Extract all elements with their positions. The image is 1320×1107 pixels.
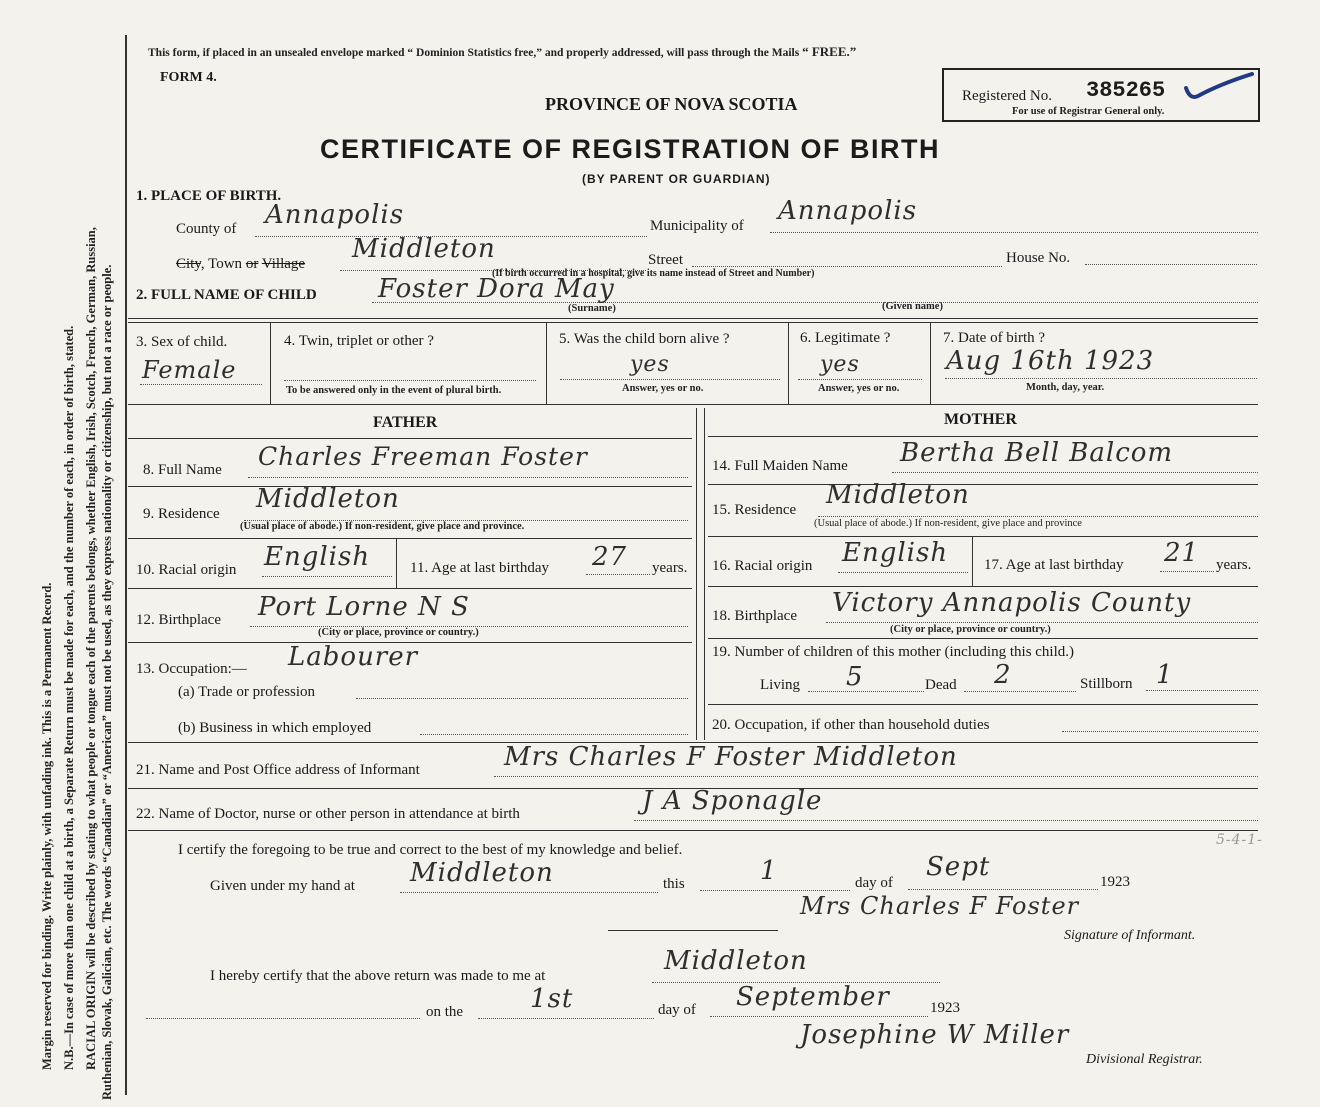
municipality-value: Annapolis [778, 196, 918, 226]
mother-bp-value: Victory Annapolis County [832, 588, 1192, 618]
stillborn-label: Stillborn [1080, 676, 1133, 692]
alive-value: yes [630, 352, 670, 377]
mother-rule-3 [708, 586, 1258, 587]
cert2-month-line [710, 1016, 928, 1017]
mother-res-value: Middleton [826, 480, 970, 510]
mother-res-note: (Usual place of abode.) If non-resident, give place and province [814, 518, 1082, 529]
mother-occ-line [1062, 731, 1258, 732]
house-line [1085, 264, 1257, 265]
mother-rule-2 [708, 536, 1258, 537]
father-bp-label: 12. Birthplace [136, 612, 221, 628]
dob-label: 7. Date of birth ? [943, 330, 1046, 346]
sex-line [140, 384, 262, 385]
mother-res-label: 15. Residence [712, 502, 797, 518]
informant-signature-label: Signature of Informant. [1064, 928, 1196, 943]
legit-label: 6. Legitimate ? [800, 330, 891, 346]
stillborn-value: 1 [1156, 660, 1174, 690]
rule-row3-top-b [128, 322, 1258, 323]
father-age-line [586, 574, 650, 575]
form-number: FORM 4. [160, 70, 217, 85]
alive-line [560, 379, 780, 380]
mother-res-line [818, 516, 1258, 517]
margin-note-2: N.B.—In case of more than one child at a birth, a Separate Return must be made for each, and the number of each, in order of birth, stated. [62, 325, 76, 1070]
cert1-month-value: Sept [926, 852, 991, 882]
registered-note: For use of Registrar General only. [1012, 106, 1165, 117]
alive-label: 5. Was the child born alive ? [559, 331, 730, 347]
cert2-text: I hereby certify that the above return was made to me at [210, 968, 546, 984]
father-business-label: (b) Business in which employed [178, 720, 372, 736]
town-value: Middleton [352, 234, 496, 264]
registrar-signature: Josephine W Miller [800, 1020, 1070, 1050]
mother-heading-rule [708, 436, 1258, 437]
informant-label: 21. Name and Post Office address of Informant [136, 762, 420, 778]
dead-line [964, 691, 1076, 692]
cert2-dayof-label: day of [658, 1002, 696, 1018]
child-name-value: Foster Dora May [378, 274, 615, 304]
twin-label: 4. Twin, triplet or other ? [284, 333, 434, 349]
mother-race-line [838, 572, 968, 573]
father-rule-1 [128, 486, 692, 487]
divider-6-7 [930, 322, 931, 404]
legit-line [798, 379, 922, 380]
father-business-line [420, 734, 688, 735]
page-title: CERTIFICATE OF REGISTRATION OF BIRTH [320, 134, 940, 164]
cert2-place-value: Middleton [664, 946, 808, 976]
father-res-label: 9. Residence [143, 506, 220, 522]
mother-name-label: 14. Full Maiden Name [712, 458, 848, 474]
given-name-note: (Given name) [882, 301, 943, 312]
informant-value: Mrs Charles F Foster Middleton [504, 742, 958, 772]
cert1-dayof-label: day of [855, 875, 893, 891]
postal-notice-free: “ FREE.” [802, 44, 857, 59]
city-word: City [176, 256, 201, 272]
mother-rule-4 [708, 638, 1258, 639]
mother-race-value: English [842, 538, 949, 568]
page-subtitle: (BY PARENT OR GUARDIAN) [582, 172, 771, 186]
child-name-label: 2. FULL NAME OF CHILD [136, 287, 317, 303]
stillborn-line [1146, 690, 1258, 691]
father-age-label: 11. Age at last birthday [410, 560, 549, 576]
registrar-signature-label: Divisional Registrar. [1086, 1052, 1203, 1067]
province-heading: PROVINCE OF NOVA SCOTIA [545, 94, 798, 114]
mother-name-value: Bertha Bell Balcom [900, 438, 1174, 468]
father-race-line [262, 576, 392, 577]
father-race-label: 10. Racial origin [136, 562, 237, 578]
mother-bp-label: 18. Birthplace [712, 608, 797, 624]
father-occ-label: 13. Occupation:— [136, 661, 247, 677]
or-word: or [245, 256, 259, 272]
surname-note: (Surname) [568, 303, 616, 314]
town-word: , Town [200, 256, 243, 272]
cert2-day-line [478, 1018, 654, 1019]
father-res-value: Middleton [256, 484, 400, 514]
county-label: County of [176, 221, 237, 237]
margin-note-3: RACIAL ORIGIN will be described by stating to what people or tongue each of the parents belongs, whether English, Irish, Scotch, French, German, Russian, [84, 227, 98, 1070]
father-rule-2 [128, 538, 692, 539]
place-heading: 1. PLACE OF BIRTH. [136, 188, 282, 204]
cert1-signature-rule [608, 930, 778, 931]
father-bp-value: Port Lorne N S [258, 592, 470, 622]
father-name-label: 8. Full Name [143, 462, 222, 478]
cert1-this-label: this [663, 876, 685, 892]
father-name-line [248, 477, 688, 478]
mother-race-age-divider [972, 536, 973, 586]
mother-rule-1 [708, 484, 1258, 485]
dead-value: 2 [994, 660, 1012, 690]
father-res-note: (Usual place of abode.) If non-resident, give place and province. [240, 521, 525, 532]
mother-occ-label: 20. Occupation, if other than household duties [712, 717, 990, 733]
mother-bp-note: (City or place, province or country.) [890, 624, 1051, 635]
rule-row3-bottom [128, 404, 1258, 405]
doctor-label: 22. Name of Doctor, nurse or other person in attendance at birth [136, 806, 520, 822]
dob-note: Month, day, year. [1026, 382, 1105, 393]
mother-bp-line [826, 622, 1258, 623]
sex-label: 3. Sex of child. [136, 334, 228, 350]
father-name-value: Charles Freeman Foster [258, 442, 588, 471]
cert2-onthe-label: on the [426, 1004, 464, 1020]
house-label: House No. [1006, 250, 1071, 266]
cert1-place-line [400, 892, 658, 893]
municipality-line [770, 232, 1258, 233]
legit-value: yes [820, 352, 860, 377]
mother-children-label: 19. Number of children of this mother (including this child.) [712, 644, 1075, 660]
legit-note: Answer, yes or no. [818, 383, 900, 394]
mother-age-line [1160, 571, 1214, 572]
father-race-value: English [264, 542, 371, 572]
father-race-age-divider [396, 538, 397, 588]
father-years-label: years. [652, 560, 688, 576]
cert1-text: I certify the foregoing to be true and correct to the best of my knowledge and belief. [178, 842, 683, 858]
twin-line [284, 380, 536, 381]
cert1-month-line [908, 889, 1098, 890]
cert2-leader-line [146, 1018, 420, 1019]
stray-pencil-mark: 5-4-1- [1216, 832, 1263, 848]
father-rule-3 [128, 588, 692, 589]
binding-margin-line [125, 35, 127, 1095]
mother-age-label: 17. Age at last birthday [984, 557, 1124, 573]
doctor-line [634, 820, 1258, 821]
father-bp-note: (City or place, province or country.) [318, 627, 479, 638]
postal-notice [148, 44, 856, 60]
dob-line [945, 378, 1257, 379]
mother-name-line [892, 472, 1258, 473]
sex-value: Female [142, 356, 237, 384]
rule-cert-top [128, 830, 1258, 831]
dob-value: Aug 16th 1923 [946, 346, 1155, 376]
mother-years-label: years. [1216, 557, 1252, 573]
street-line [692, 266, 1002, 267]
divider-5-6 [788, 322, 789, 404]
checkmark-icon [1180, 72, 1256, 104]
father-heading-rule [128, 438, 692, 439]
cert1-day-line [700, 890, 850, 891]
cert1-given-label: Given under my hand at [210, 878, 355, 894]
county-value: Annapolis [265, 200, 405, 230]
dead-label: Dead [925, 677, 957, 693]
alive-note: Answer, yes or no. [622, 383, 704, 394]
registered-number: 385265 [1086, 78, 1166, 103]
village-word: Village [261, 256, 306, 272]
mother-rule-5 [708, 704, 1258, 705]
city-town-label [176, 256, 305, 273]
rule-row3-top-a [128, 318, 1258, 319]
father-heading: FATHER [373, 414, 438, 431]
postal-notice-text: This form, if placed in an unsealed envelope marked “ Dominion Statistics free,” and properly addressed, will pass through the Mails [148, 47, 800, 59]
mother-heading: MOTHER [944, 411, 1017, 428]
cert2-month-value: September [736, 982, 890, 1012]
cert2-year: 1923 [930, 1000, 960, 1016]
margin-note-1: Margin reserved for binding. Write plainly, with unfading ink. This is a Permanent Record. [40, 582, 54, 1070]
twin-note: To be answered only in the event of plural birth. [286, 385, 502, 396]
informant-line [494, 776, 1258, 777]
father-occ-value: Labourer [288, 642, 419, 672]
father-trade-label: (a) Trade or profession [178, 684, 316, 700]
living-label: Living [760, 677, 800, 693]
municipality-label: Municipality of [650, 218, 744, 234]
street-note: (If birth occurred in a hospital, give its name instead of Street and Number) [492, 268, 815, 279]
cert1-day-value: 1 [760, 856, 778, 886]
father-trade-line [356, 698, 688, 699]
registered-label: Registered No. [962, 88, 1052, 104]
divider-4-5 [546, 322, 547, 404]
street-label: Street [648, 252, 683, 268]
parents-divider-a [696, 408, 697, 740]
cert1-year: 1923 [1100, 874, 1130, 890]
living-value: 5 [846, 662, 864, 692]
cert2-day-value: 1st [530, 984, 574, 1014]
living-line [808, 691, 924, 692]
cert1-place-value: Middleton [410, 858, 554, 888]
divider-3-4 [270, 322, 271, 404]
margin-note-4: Ruthenian, Slovak, Galician, etc. The words “Canadian” or “American” must not be used, as they express nationality or citizenship, but not a race or people. [100, 264, 114, 1100]
mother-race-label: 16. Racial origin [712, 558, 813, 574]
father-age-value: 27 [592, 542, 628, 572]
mother-age-value: 21 [1164, 538, 1200, 568]
doctor-value: J A Sponagle [642, 786, 823, 816]
parents-divider-b [704, 408, 705, 740]
informant-signature: Mrs Charles F Foster [800, 892, 1080, 920]
registered-box [942, 68, 1260, 122]
